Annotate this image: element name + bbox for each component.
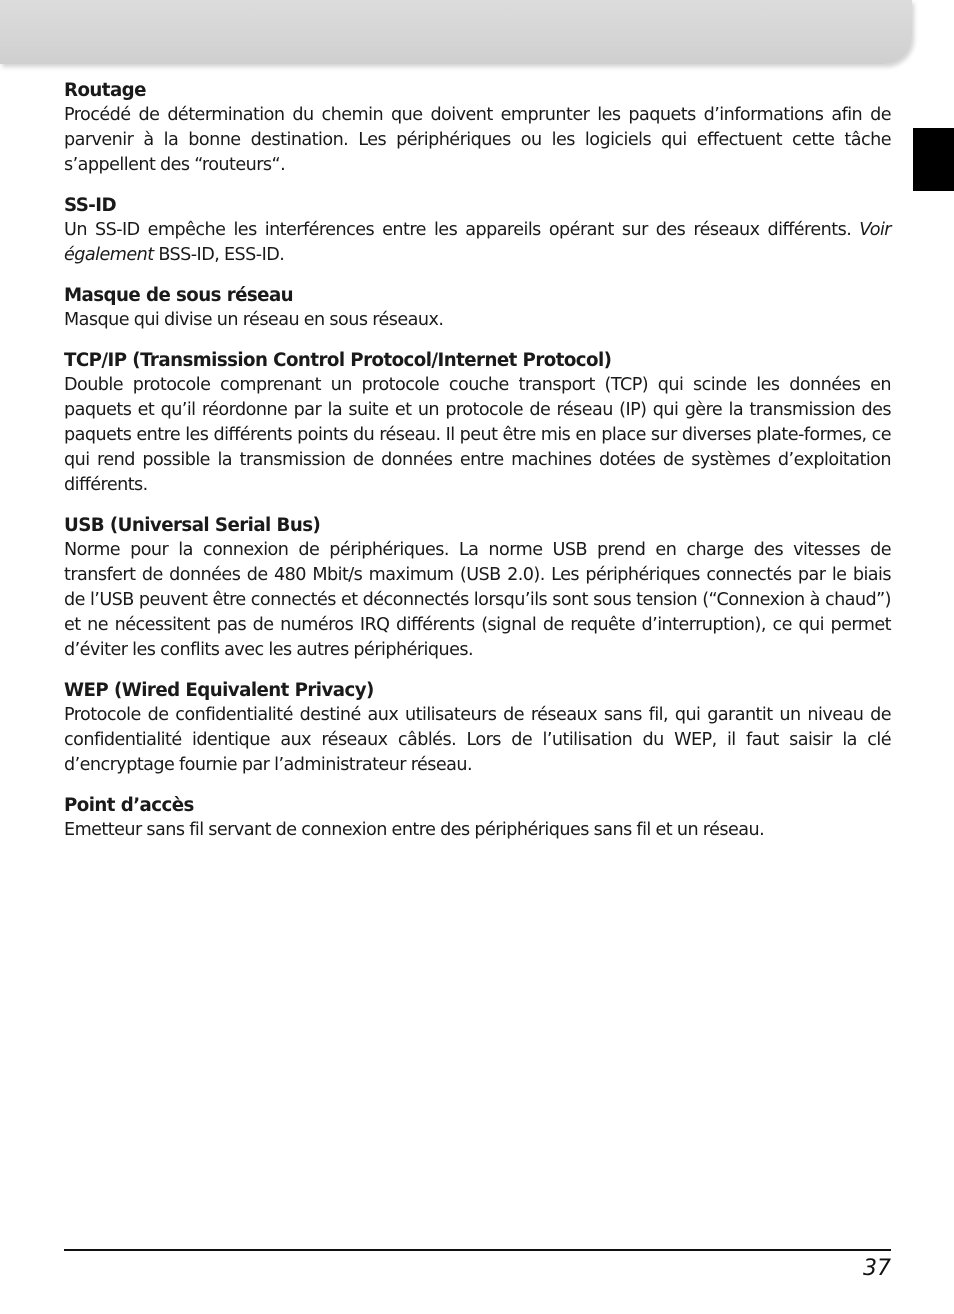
glossary-term: Point d’accès bbox=[64, 795, 194, 816]
glossary-definition: Procédé de détermination du chemin que doivent emprunter les paquets d’informations afin de parvenir à la bonne destination. Les périphériques ou les logiciels qui effectuent cette tâche s’appellent des “routeurs“. bbox=[64, 105, 891, 175]
glossary-entry-masque bbox=[64, 283, 891, 333]
see-also-references: BSS-ID, ESS-ID bbox=[158, 245, 280, 265]
glossary-entry-usb bbox=[64, 513, 891, 663]
glossary-content bbox=[64, 78, 891, 858]
glossary-definition: Norme pour la connexion de périphériques. La norme USB prend en charge des vitesses de transfert de données de 480 Mbit/s maximum (USB 2.0). Les périphériques connectés par le biais de l’USB peuvent être connectés et déconnectés lorsqu’ils sont sous tension (“Connexion à chaud”) et ne nécessitent pas de numéros IRQ différents (signal de requête d’interruption), ce qui permet d’éviter les conflits avec les autres périphériques. bbox=[64, 540, 891, 660]
section-tab-marker bbox=[913, 128, 954, 191]
glossary-entry-wep bbox=[64, 678, 891, 778]
glossary-definition bbox=[64, 218, 891, 268]
glossary-entry-routage bbox=[64, 78, 891, 178]
definition-text: Un SS-ID empêche les interférences entre les appareils opérant sur des réseaux différents. bbox=[64, 220, 852, 240]
glossary-term: Masque de sous réseau bbox=[64, 285, 294, 306]
glossary-entry-point-acces bbox=[64, 793, 891, 843]
glossary-definition: Masque qui divise un réseau en sous réseaux. bbox=[64, 310, 444, 330]
footer-rule bbox=[64, 1249, 891, 1251]
glossary-definition: Double protocole comprenant un protocole couche transport (TCP) qui scinde les données en paquets et qu’il réordonne par la suite et un protocole de réseau (IP) qui gère la transmission des paquets entre les différents points du réseau. Il peut être mis en place sur diverses plate-formes, ce qui rend possible la transmission de données entre machines dotées de systèmes d’exploitation différents. bbox=[64, 375, 891, 495]
glossary-term: SS-ID bbox=[64, 195, 117, 216]
glossary-term: WEP (Wired Equivalent Privacy) bbox=[64, 680, 374, 701]
see-also-label: Voir également bbox=[64, 220, 891, 265]
header-band bbox=[0, 0, 912, 64]
glossary-term: Routage bbox=[64, 80, 146, 101]
glossary-entry-tcp-ip bbox=[64, 348, 891, 498]
glossary-definition: Protocole de confidentialité destiné aux utilisateurs de réseaux sans fil, qui garantit un niveau de confidentialité identique aux réseaux câblés. Lors de l’utilisation du WEP, il faut saisir la clé d’encryptage fournie par l’administrateur réseau. bbox=[64, 705, 891, 775]
glossary-term: USB (Universal Serial Bus) bbox=[64, 515, 321, 536]
glossary-term: TCP/IP (Transmission Control Protocol/Internet Protocol) bbox=[64, 350, 612, 371]
page-number: 37 bbox=[863, 1256, 891, 1281]
glossary-definition: Emetteur sans fil servant de connexion entre des périphériques sans fil et un réseau. bbox=[64, 820, 765, 840]
glossary-entry-ss-id bbox=[64, 193, 891, 268]
definition-end-punct: . bbox=[279, 245, 285, 265]
